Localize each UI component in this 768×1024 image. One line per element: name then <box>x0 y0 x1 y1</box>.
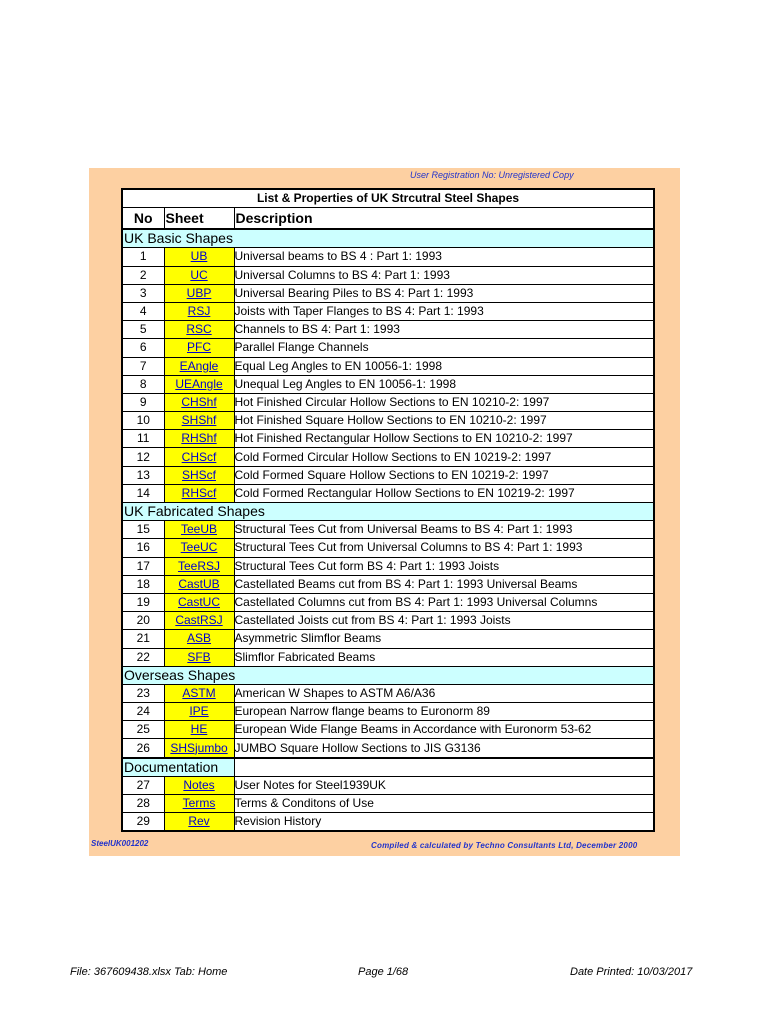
sheet-cell <box>164 248 234 266</box>
sheet-cell <box>164 521 234 539</box>
sheet-cell <box>164 466 234 484</box>
row-number: 22 <box>122 648 164 666</box>
row-description: User Notes for Steel1939UK <box>234 776 654 794</box>
table-row <box>122 375 654 393</box>
table-row <box>122 630 654 648</box>
row-number: 3 <box>122 284 164 302</box>
sheet-cell <box>164 448 234 466</box>
sheet-link[interactable]: RSJ <box>187 304 211 319</box>
row-number: 4 <box>122 302 164 320</box>
row-description: Hot Finished Rectangular Hollow Sections to EN 10210-2: 1997 <box>234 430 654 448</box>
sheet-link[interactable]: SHShf <box>181 413 217 428</box>
table-row <box>122 412 654 430</box>
sheet-link[interactable]: CastRSJ <box>175 613 223 628</box>
sheet-link[interactable]: ASB <box>186 631 211 646</box>
compiled-note: Compiled & calculated by Techno Consultants Ltd, December 2000 <box>371 841 638 850</box>
table-row <box>122 703 654 721</box>
section-title: Overseas Shapes <box>122 666 654 684</box>
row-number: 11 <box>122 430 164 448</box>
header-no: No <box>122 208 164 230</box>
sheet-cell <box>164 684 234 702</box>
header-sheet: Sheet <box>164 208 234 230</box>
section-row <box>122 666 654 684</box>
sheet-link[interactable]: UBP <box>186 285 212 300</box>
footer-page: Page 1/68 <box>358 966 409 978</box>
row-number: 17 <box>122 557 164 575</box>
row-number: 2 <box>122 266 164 284</box>
row-description: Castellated Joists cut from BS 4: Part 1: 1993 Joists <box>234 612 654 630</box>
table-row <box>122 466 654 484</box>
row-description: Hot Finished Square Hollow Sections to EN 10210-2: 1997 <box>234 412 654 430</box>
row-number: 5 <box>122 321 164 339</box>
row-description: Terms & Conditons of Use <box>234 795 654 813</box>
table-row <box>122 539 654 557</box>
sheet-cell <box>164 648 234 666</box>
header-description: Description <box>234 208 654 230</box>
row-description: Unequal Leg Angles to EN 10056-1: 1998 <box>234 375 654 393</box>
table-row <box>122 284 654 302</box>
row-number: 16 <box>122 539 164 557</box>
row-description: Equal Leg Angles to EN 10056-1: 1998 <box>234 357 654 375</box>
sheet-cell <box>164 321 234 339</box>
table-row <box>122 521 654 539</box>
table-row <box>122 813 654 832</box>
row-description: Hot Finished Circular Hollow Sections to EN 10210-2: 1997 <box>234 393 654 411</box>
sheet-cell <box>164 484 234 502</box>
sheet-cell <box>164 575 234 593</box>
sheet-cell <box>164 302 234 320</box>
row-description: Channels to BS 4: Part 1: 1993 <box>234 321 654 339</box>
sheet-cell <box>164 739 234 758</box>
section-title: Documentation <box>122 758 234 777</box>
table-row <box>122 795 654 813</box>
header-row <box>122 208 654 230</box>
row-description: Cold Formed Square Hollow Sections to EN 10219-2: 1997 <box>234 466 654 484</box>
row-description: Structural Tees Cut from Universal Beams to BS 4: Part 1: 1993 <box>234 521 654 539</box>
footer-file: File: 367609438.xlsx Tab: Home <box>70 966 228 978</box>
row-number: 23 <box>122 684 164 702</box>
sheet-cell <box>164 393 234 411</box>
sheet-link[interactable]: CHShf <box>181 394 217 409</box>
row-description: Castellated Beams cut from BS 4: Part 1: 1993 Universal Beams <box>234 575 654 593</box>
table-row <box>122 593 654 611</box>
row-description: Asymmetric Slimflor Beams <box>234 630 654 648</box>
sheet-cell <box>164 539 234 557</box>
sheet-link[interactable]: ASTM <box>182 685 216 700</box>
sheet-cell <box>164 430 234 448</box>
row-number: 9 <box>122 393 164 411</box>
sheet-cell <box>164 412 234 430</box>
row-number: 13 <box>122 466 164 484</box>
row-number: 7 <box>122 357 164 375</box>
table-row <box>122 575 654 593</box>
table-row <box>122 739 654 758</box>
table-title: List & Properties of UK Strcutral Steel Shapes <box>122 189 654 208</box>
table-row <box>122 612 654 630</box>
row-number: 29 <box>122 813 164 832</box>
row-number: 24 <box>122 703 164 721</box>
row-description: Cold Formed Circular Hollow Sections to EN 10219-2: 1997 <box>234 448 654 466</box>
row-description: American W Shapes to ASTM A6/A36 <box>234 684 654 702</box>
row-number: 12 <box>122 448 164 466</box>
row-number: 18 <box>122 575 164 593</box>
row-description: Slimflor Fabricated Beams <box>234 648 654 666</box>
table-row <box>122 393 654 411</box>
table-row <box>122 339 654 357</box>
table-row <box>122 648 654 666</box>
table-row <box>122 357 654 375</box>
sheet-cell <box>164 284 234 302</box>
sheet-link[interactable]: CastUB <box>178 576 220 591</box>
sheet-link[interactable]: SHScf <box>181 467 216 482</box>
sheet-cell <box>164 339 234 357</box>
sheet-id: SteelUK001202 <box>91 839 149 848</box>
sheet-link[interactable]: HE <box>190 722 208 737</box>
sheet-link[interactable]: Notes <box>183 777 215 792</box>
row-description: Revision History <box>234 813 654 832</box>
sheet-link[interactable]: Terms <box>182 796 216 811</box>
section-title: UK Fabricated Shapes <box>122 503 654 521</box>
section-row <box>122 758 654 777</box>
sheet-link[interactable]: UEAngle <box>175 376 223 391</box>
table-row <box>122 448 654 466</box>
sheet-cell <box>164 357 234 375</box>
row-description: Universal beams to BS 4 : Part 1: 1993 <box>234 248 654 266</box>
row-number: 26 <box>122 739 164 758</box>
sheet-link[interactable]: TeeRSJ <box>177 558 221 573</box>
row-number: 14 <box>122 484 164 502</box>
row-description: European Narrow flange beams to Euronorm 89 <box>234 703 654 721</box>
row-number: 6 <box>122 339 164 357</box>
row-description: Universal Bearing Piles to BS 4: Part 1: 1993 <box>234 284 654 302</box>
table-row <box>122 430 654 448</box>
sheet-link[interactable]: UC <box>190 267 208 282</box>
sheet-cell <box>164 593 234 611</box>
table-row <box>122 557 654 575</box>
sheet-cell <box>164 266 234 284</box>
table-row <box>122 321 654 339</box>
row-description: Parallel Flange Channels <box>234 339 654 357</box>
sheet-cell <box>164 813 234 832</box>
row-description: JUMBO Square Hollow Sections to JIS G3136 <box>234 739 654 758</box>
section-row <box>122 503 654 521</box>
row-number: 1 <box>122 248 164 266</box>
table-row <box>122 721 654 739</box>
footer-date: Date Printed: 10/03/2017 <box>570 966 693 978</box>
sheet-link[interactable]: RSC <box>186 322 212 337</box>
sheet-cell <box>164 721 234 739</box>
sheet-link[interactable]: TeeUB <box>180 522 218 537</box>
sheet-link[interactable]: IPE <box>189 704 209 719</box>
sheet-link[interactable]: UB <box>190 249 208 264</box>
sheet-link[interactable]: SFB <box>187 649 211 664</box>
row-number: 21 <box>122 630 164 648</box>
sheet-link[interactable]: CastUC <box>177 595 220 610</box>
row-description: European Wide Flange Beams in Accordance with Euronorm 53-62 <box>234 721 654 739</box>
table-row <box>122 776 654 794</box>
table-row <box>122 684 654 702</box>
row-description: Universal Columns to BS 4: Part 1: 1993 <box>234 266 654 284</box>
sheet-cell <box>164 703 234 721</box>
sheet-cell <box>164 630 234 648</box>
sheet-link[interactable]: EAngle <box>179 358 219 373</box>
sheet-cell <box>164 375 234 393</box>
row-description: Castellated Columns cut from BS 4: Part 1: 1993 Universal Columns <box>234 593 654 611</box>
section-title: UK Basic Shapes <box>122 229 654 248</box>
row-number: 28 <box>122 795 164 813</box>
table-row <box>122 266 654 284</box>
section-blank <box>234 758 654 777</box>
row-description: Cold Formed Rectangular Hollow Sections to EN 10219-2: 1997 <box>234 484 654 502</box>
sheet-link[interactable]: Rev <box>188 814 210 829</box>
sheet-link[interactable]: RHScf <box>181 485 217 500</box>
sheet-link[interactable]: CHScf <box>181 449 217 464</box>
section-row <box>122 229 654 248</box>
sheet-link[interactable]: SHSjumbo <box>170 740 228 755</box>
sheet-cell <box>164 776 234 794</box>
row-number: 10 <box>122 412 164 430</box>
sheet-link[interactable]: PFC <box>187 340 211 355</box>
table-row <box>122 484 654 502</box>
row-number: 8 <box>122 375 164 393</box>
table-row <box>122 248 654 266</box>
row-number: 25 <box>122 721 164 739</box>
row-description: Structural Tees Cut form BS 4: Part 1: 1993 Joists <box>234 557 654 575</box>
row-number: 19 <box>122 593 164 611</box>
row-description: Structural Tees Cut from Universal Columns to BS 4: Part 1: 1993 <box>234 539 654 557</box>
title-row <box>122 189 654 208</box>
row-number: 20 <box>122 612 164 630</box>
registration-note: User Registration No: Unregistered Copy <box>410 170 574 180</box>
shapes-table <box>121 188 655 832</box>
sheet-cell <box>164 612 234 630</box>
row-description: Joists with Taper Flanges to BS 4: Part 1: 1993 <box>234 302 654 320</box>
row-number: 15 <box>122 521 164 539</box>
table-row <box>122 302 654 320</box>
sheet-link[interactable]: TeeUC <box>180 540 218 555</box>
sheet-cell <box>164 557 234 575</box>
row-number: 27 <box>122 776 164 794</box>
sheet-link[interactable]: RHShf <box>181 431 217 446</box>
sheet-cell <box>164 795 234 813</box>
